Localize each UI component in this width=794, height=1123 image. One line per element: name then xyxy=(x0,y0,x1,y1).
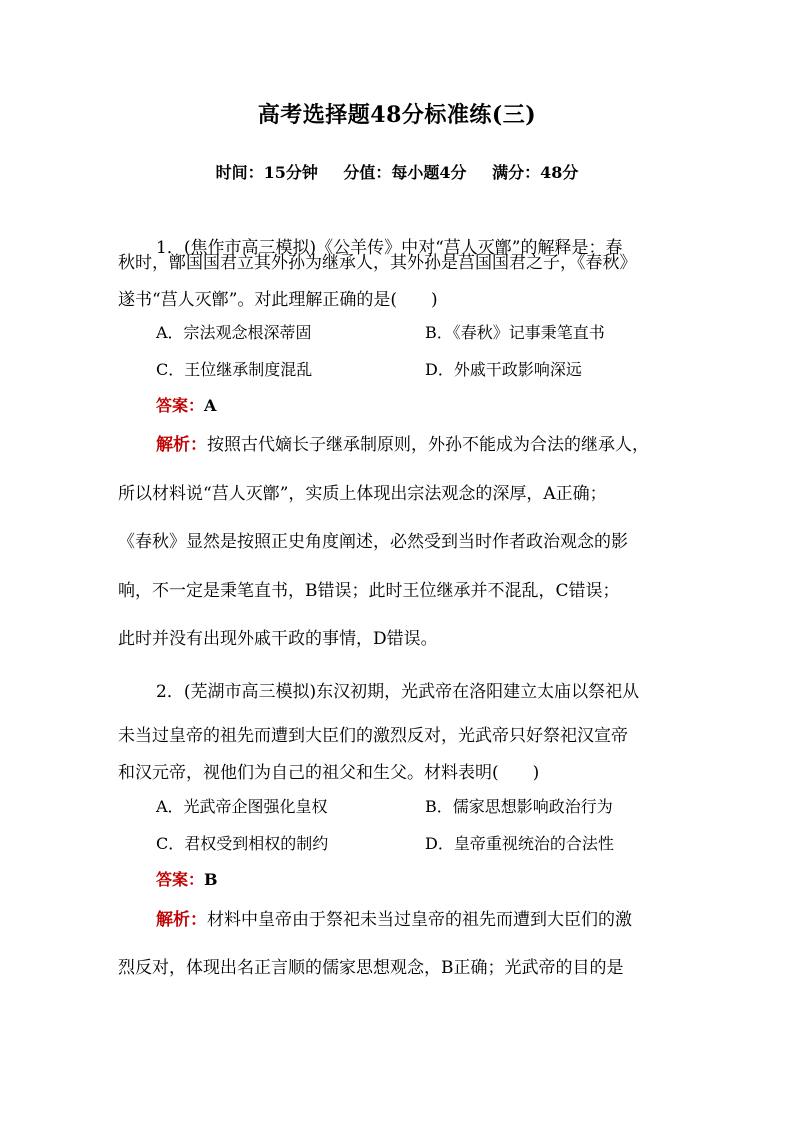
q1-explanation-line4: 响，不一定是秉笔直书，B错误；此时王位继承并不混乱，C错误； xyxy=(118,581,620,601)
q1-stem-line3: 遂书“莒人灭鄫”。对此理解正确的是( ) xyxy=(118,290,438,310)
q2-explanation-line1 xyxy=(156,905,632,930)
q1-answer-value: A xyxy=(204,396,217,415)
q1-answer xyxy=(156,393,216,416)
q2-option-d: D．皇帝重视统治的合法性 xyxy=(425,834,614,853)
q2-option-a: A．光武帝企图强化皇权 xyxy=(156,797,328,816)
q2-option-b: B．儒家思想影响政治行为 xyxy=(425,797,613,816)
q2-explanation-label: 解析： xyxy=(156,910,207,930)
q2-option-c: C．君权受到相权的制约 xyxy=(156,834,329,853)
total-score: 满分：48分 xyxy=(492,163,579,182)
q1-option-c: C．王位继承制度混乱 xyxy=(156,360,313,379)
q2-answer-label: 答案： xyxy=(156,870,205,889)
q2-answer xyxy=(156,867,218,890)
q1-explanation-text1: 按照古代嫡长子继承制原则，外孙不能成为合法的继承人， xyxy=(207,435,649,455)
q2-explanation-text1: 材料中皇帝由于祭祀未当过皇帝的祖先而遭到大臣们的激 xyxy=(207,910,632,930)
q2-explanation-line2: 烈反对，体现出名正言顺的儒家思想观念，B正确；光武帝的目的是 xyxy=(118,958,624,978)
score-per-question: 分值：每小题4分 xyxy=(343,163,467,182)
q2-stem-line2: 未当过皇帝的祖先而遭到大臣们的激烈反对，光武帝只好祭祀汉宣帝 xyxy=(118,726,628,746)
q1-option-d: D．外戚干政影响深远 xyxy=(425,360,582,379)
q2-stem-line3: 和汉元帝，视他们为自己的祖父和生父。材料表明( ) xyxy=(118,763,540,783)
page-title: 高考选择题48分标准练(三) xyxy=(257,102,537,128)
time-limit: 时间：15分钟 xyxy=(215,163,318,182)
q1-option-a: A．宗法观念根深蒂固 xyxy=(156,323,312,342)
q1-stem-line1: 1．(焦作市高三模拟)《公羊传》中对“莒人灭鄫”的解释是：春 xyxy=(156,238,623,258)
q1-explanation-line2: 所以材料说“莒人灭鄫”，实质上体现出宗法观念的深厚，A正确； xyxy=(118,484,607,504)
q2-stem-line1: 2．(芜湖市高三模拟)东汉初期，光武帝在洛阳建立太庙以祭祀从 xyxy=(156,682,640,702)
q1-explanation-line3: 《春秋》显然是按照正史角度阐述，必然受到当时作者政治观念的影 xyxy=(118,532,628,552)
exam-meta xyxy=(0,160,794,183)
q1-answer-label: 答案： xyxy=(156,396,205,415)
q1-stem-line2: 秋时，鄫国国君立其外孙为继承人，其外孙是莒国国君之子，《春秋》 xyxy=(118,253,637,273)
q1-option-b: B．《春秋》记事秉笔直书 xyxy=(425,323,605,342)
q2-answer-value: B xyxy=(204,870,218,889)
q1-explanation-line5: 此时并没有出现外戚干政的事情，D错误。 xyxy=(118,629,438,649)
q1-explanation-line1 xyxy=(156,430,649,455)
q1-explanation-label: 解析： xyxy=(156,435,207,455)
